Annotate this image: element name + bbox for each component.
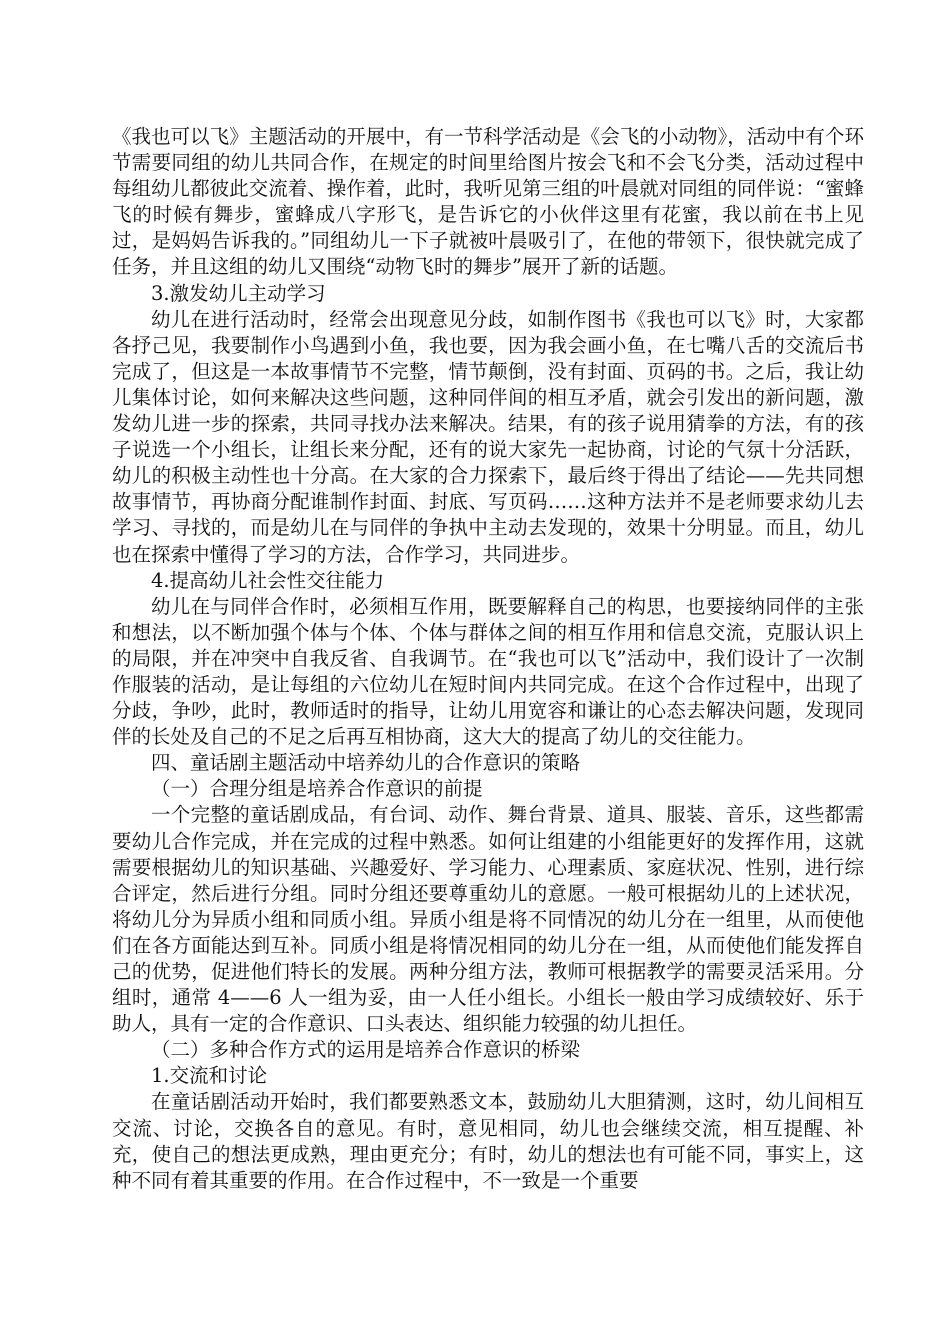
paragraph-social-ability: 幼儿在与同伴合作时，必须相互作用，既要解释自己的构思，也要接纳同伴的主张和想法，以不断加强个体与个体、个体与群体之间的相互作用和信息交流，克服认识上的局限，并在冲突中自我反省、自我调节。在“我也可以飞”活动中，我们设计了一次制作服装的活动，是让每组的六位幼儿在短时间内共同完成。在这个合作过程中，出现了分歧，争吵，此时，教师适时的指导，让幼儿用宽容和谦让的心态去解决问题，发现同伴的长处及自己的不足之后再互相协商，这大大的提高了幼儿的交往能力。 [112,594,864,749]
section-heading-strategies: 四、童话剧主题活动中培养幼儿的合作意识的策略 [151,751,581,775]
subheading-grouping: （一）合理分组是培养合作意识的前提 [151,777,483,801]
heading-3-active-learning: 3.激发幼儿主动学习 [151,281,326,305]
paragraph-communication: 在童话剧活动开始时，我们都要熟悉文本，鼓励幼儿大胆猜测，这时，幼儿间相互交流、讨论，交换各自的意见。有时，意见相同，幼儿也会继续交流，相互提醒、补充，使自己的想法更成熟，理由更充分；有时，幼儿的想法也有可能不同，事实上，这种不同有着其重要的作用。在合作过程中，不一致是一个重要 [112,1090,864,1192]
paragraph-grouping: 一个完整的童话剧成品，有台词、动作、舞台背景、道具、服装、音乐，这些都需要幼儿合作完成，并在完成的过程中熟悉。如何让组建的小组能更好的发挥作用，这就需要根据幼儿的知识基础、兴趣爱好、学习能力、心理素质、家庭状况、性别，进行综合评定，然后进行分组。同时分组还要尊重幼儿的意愿。一般可根据幼儿的上述状况，将幼儿分为异质小组和同质小组。异质小组是将不同情况的幼儿分在一组里，从而使他们在各方面能达到互补。同质小组是将情况相同的幼儿分在一组，从而使他们能发挥自己的优势，促进他们特长的发展。两种分组方法，教师可根据教学的需要灵活采用。分组时，通常 4——6 人一组为妥，由一人任小组长。小组长一般由学习成绩较好、乐于助人，具有一定的合作意识、口头表达、组织能力较强的幼儿担任。 [112,803,864,1036]
heading-1-communication: 1.交流和讨论 [151,1064,268,1088]
paragraph-activity-example: 《我也可以飞》主题活动的开展中，有一节科学活动是《会飞的小动物》，活动中有个环节需要同组的幼儿共同合作，在规定的时间里给图片按会飞和不会飞分类，活动过程中每组幼儿都彼此交流着、操作着，此时，我听见第三组的叶晨就对同组的同伴说：“蜜蜂飞的时候有舞步，蜜蜂成八字形飞，是告诉它的小伙伴这里有花蜜，我以前在书上见过，是妈妈告诉我的。”同组幼儿一下子就被叶晨吸引了，在他的带领下，很快就完成了任务，并且这组的幼儿又围绕“动物飞时的舞步”展开了新的话题。 [112,125,864,279]
body-text [112,124,864,1194]
heading-4-social-ability: 4.提高幼儿社会性交往能力 [151,568,385,592]
subheading-cooperation-methods: （二）多种合作方式的运用是培养合作意识的桥梁 [151,1038,581,1062]
paragraph-active-learning: 幼儿在进行活动时，经常会出现意见分歧，如制作图书《我也可以飞》时，大家都各抒己见，我要制作小鸟遇到小鱼，我也要，因为我会画小鱼，在七嘴八舌的交流后书完成了，但这是一本故事情节不完整，情节颠倒，没有封面、页码的书。之后，我让幼儿集体讨论，如何来解决这些问题，这种同伴间的相互矛盾，就会引发出的新问题，激发幼儿进一步的探索，共同寻找办法来解决。结果，有的孩子说用猜拳的方法，有的孩子说选一个小组长，让组长来分配，还有的说大家先一起协商，讨论的气氛十分活跃，幼儿的积极主动性也十分高。在大家的合力探索下，最后终于得出了结论——先共同想故事情节，再协商分配谁制作封面、封底、写页码……这种方法并不是老师要求幼儿去学习、寻找的，而是幼儿在与同伴的争执中主动去发现的，效果十分明显。而且，幼儿也在探索中懂得了学习的方法，合作学习，共同进步。 [112,307,864,566]
